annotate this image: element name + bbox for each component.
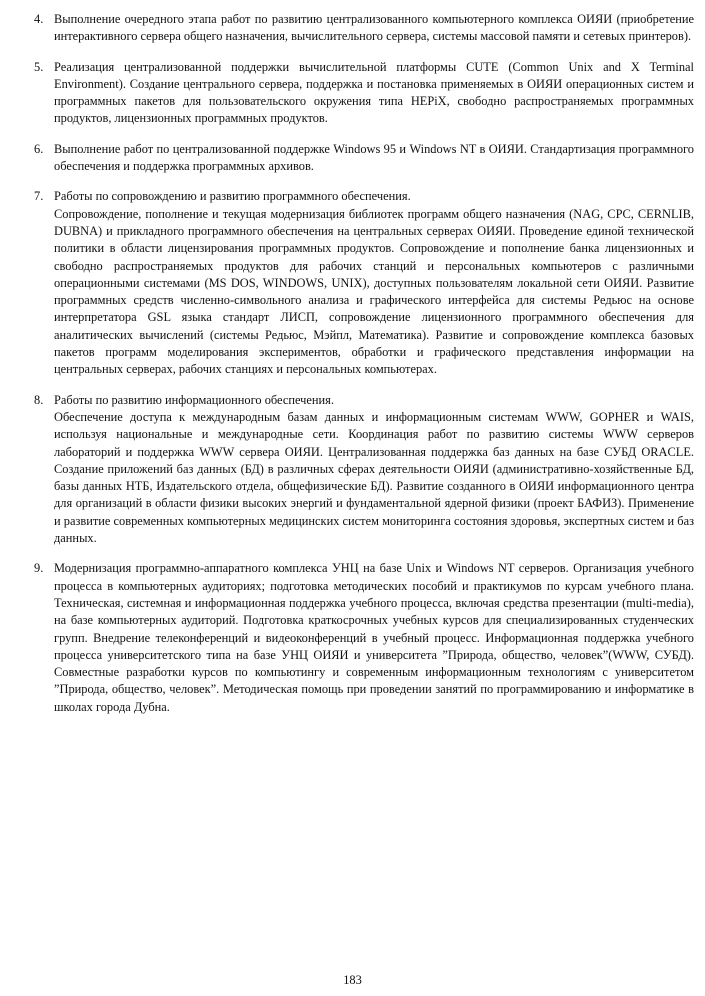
- item-number: 9.: [34, 561, 44, 576]
- list-item-9: [34, 560, 694, 716]
- item-body: [54, 560, 694, 716]
- list-item-8: [34, 392, 694, 548]
- item-body: [54, 59, 694, 128]
- item-text: Реализация централизованной поддержки вычислительной платформы CUTE (Common Unix and X Terminal Environment). Создание центрального сервера, поддержка и постановка применяемых в ОИЯИ операционных систем и программных пакетов для пользовательского окружения типа HEPiX, свободно распространяемых программных продуктов, лицензионных программных продуктов.: [54, 59, 694, 126]
- item-text: Модернизация программно-аппаратного комплекса УНЦ на базе Unix и Windows NT серверов. Организация учебного процесса в компьютерных аудиториях; подготовка методических пособий и практикумов по курсам учебного плана. Техническая, системная и информационная поддержка учебного процесса, включая средства презентации (multi-media), на базе компьютерных аудиторий. Подготовка краткосрочных учебных курсов для специализированных студенческих групп. Внедрение телеконференций и видеоконференций в учебный процесс. Информационная поддержка учебного процесса университетского типа на базе УНЦ ОИЯИ и университета ”Природа, общество, человек”(WWW, СУБД). Совместные разработки курсов по компьютингу и современным информационным технологиям с университетом ”Природа, общество, человек”. Методическая помощь при проведении занятий по программированию и информатике в школах города Дубна.: [54, 561, 694, 714]
- item-number: 6.: [34, 141, 44, 156]
- numbered-list: [34, 11, 694, 729]
- list-item-6: [34, 141, 694, 176]
- item-number: 5.: [34, 59, 44, 74]
- item-number: 4.: [34, 12, 44, 26]
- list-item-4: [34, 11, 694, 46]
- item-text: Выполнение работ по централизованной поддержке Windows 95 и Windows NT в ОИЯИ. Стандартизация программного обеспечения и поддержка программных архивов.: [54, 141, 694, 174]
- list-item-5: [34, 59, 694, 128]
- item-body: [54, 141, 694, 176]
- item-heading: Работы по сопровождению и развитию программного обеспечения.: [54, 189, 411, 204]
- item-number: 8.: [34, 392, 44, 407]
- item-body: [54, 188, 694, 378]
- item-heading: Работы по развитию информационного обеспечения.: [54, 392, 334, 407]
- item-text: Выполнение очередного этапа работ по развитию централизованного компьютерного комплекса ОИЯИ (приобретение интерактивного сервера общего назначения, вычислительного сервера, системы массовой памяти и сетевых принтеров).: [54, 12, 694, 44]
- item-number: 7.: [34, 189, 44, 204]
- item-body: [54, 11, 694, 46]
- list-item-7: [34, 188, 694, 378]
- item-body: [54, 392, 694, 548]
- page-number: 183: [343, 973, 362, 987]
- item-text: Обеспечение доступа к международным базам данных и информационным системам WWW, GOPHER и WAIS, используя национальные и международные сети. Координация работ по развитию системы WWW серверов лабораторий и поддержка WWW сервера ОИЯИ. Централизованная поддержка баз данных на базе СУБД ORACLE. Создание приложений баз данных (БД) в различных сферах деятельности ОИЯИ (административно-хозяйственные БД, базы данных НТБ, Издательского отдела, общефизические БД). Развитие созданного в ОИЯИ информационного центра для организаций в области физики высоких энергий и фундаментальной ядерной физики (проект БАФИЗ). Применение и развитие современных компьютерных медицинских систем мониторинга состояния здоровья, экспертных систем и баз данных.: [54, 409, 694, 546]
- item-text: Сопровождение, пополнение и текущая модернизация библиотек программ общего назначения (NAG, CPC, CERNLIB, DUBNA) и прикладного программного обеспечения на центральных серверах ОИЯИ. Проведение единой технической политики в области лицензирования программных продуктов. Сопровождение и пополнение банка лицензионных и свободно распространяемых продуктов для рабочих станций и персональных компьютеров с различными операционными системами (MS DOS, WINDOWS, UNIX), доступных пользователям локальной сети ОИЯИ. Развитие программных средств численно-символьного анализа и графического интерфейса для системы Редьюс на основе интерпретатора GSL языка стандарт ЛИСП, сопровождение лицензионного программного обеспечения для аналитических вычислений (системы Редьюс, Мэйпл, Математика). Развитие и сопровождение комплекса базовых пакетов программ моделирования экспериментов, обработки и графического представления информации на центральных серверах, рабочих станциях и персональных компьютерах.: [54, 206, 694, 377]
